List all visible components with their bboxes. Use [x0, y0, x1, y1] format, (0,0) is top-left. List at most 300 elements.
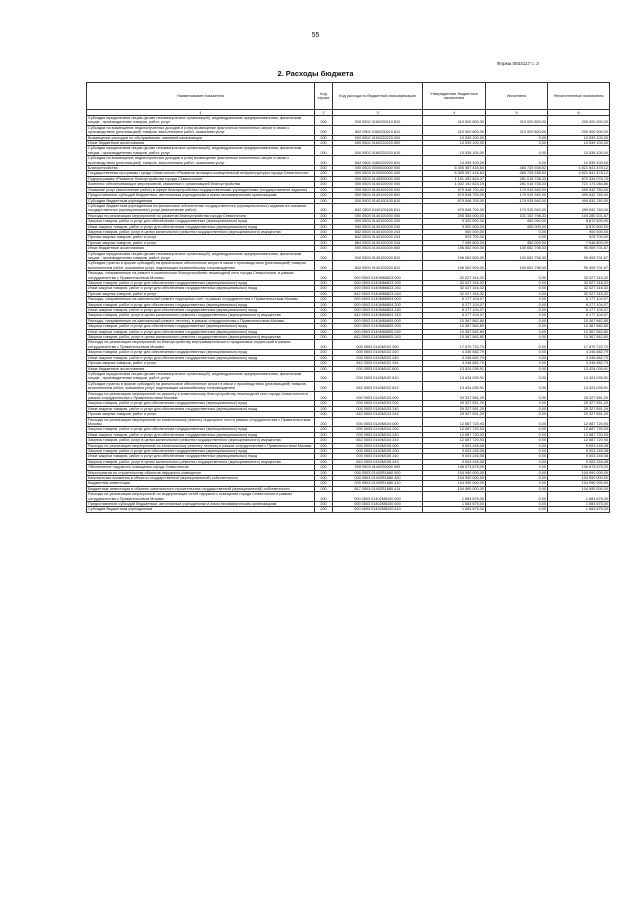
row-approved-amount: 32 027 316,32	[423, 291, 486, 296]
row-line-code: 200	[315, 465, 333, 470]
row-executed-amount: 0,00	[486, 470, 548, 475]
row-approved-amount: 6 177 104,07	[423, 308, 486, 313]
row-executed-amount: 0,00	[486, 454, 548, 459]
row-name: Расходы на реализацию мероприятий по развитию благоустройства города Севастополя	[87, 213, 315, 218]
table-row	[87, 381, 610, 391]
row-budget-code: 842 0503 0140M66804 243	[333, 313, 423, 318]
row-line-code: 200	[315, 417, 333, 427]
row-executed-amount: 281 018 738,33	[486, 176, 548, 181]
row-name: Закупка товаров, работ и услуг для обеспечения государственных (муниципальных) нужд	[87, 427, 315, 432]
row-name: Закупка товаров, работ, услуг в целях капитального ремонта государственного (муниципального) имущества	[87, 459, 315, 464]
row-name: Субсидии юридическим лицам (кроме некоммерческих организаций), индивидуальным предпринимателям, физическим лицам - производителям товаров, работ, услуг	[87, 116, 315, 126]
row-name: Бюджетные инвестиции	[87, 481, 315, 486]
row-approved-amount: 10 367 562,80	[423, 318, 486, 323]
row-executed-amount: 450 000,00	[486, 224, 548, 229]
row-name: Расходы, направленные на ремонт и комплексное благоустройство пешеходной сети города Севастополя, в рамках сотрудничества с Правительством Москвы	[87, 271, 315, 281]
table-row	[87, 203, 610, 213]
row-name: Комплекс обеспечивающих мероприятий, связанных с организацией благоустройства	[87, 182, 315, 187]
row-executed-amount: 450 000,00	[486, 240, 548, 245]
row-budget-code: 000 0503 0140M104 240	[333, 432, 423, 437]
row-remaining-amount: 4 246 682,79	[548, 355, 610, 360]
row-executed-amount: 0,00	[486, 302, 548, 307]
row-line-code: 200	[315, 198, 333, 203]
row-remaining-amount: 104 990 000,00	[548, 486, 610, 491]
row-approved-amount: 1 002 192 823,19	[423, 182, 486, 187]
row-budget-code: 000 0503 0140M66805 240	[333, 329, 423, 334]
row-approved-amount: 10 539 100,00	[423, 135, 486, 140]
row-budget-code: 842 0503 0140M102 812	[333, 381, 423, 391]
row-approved-amount: 12 687 720,93	[423, 427, 486, 432]
row-approved-amount: 4 246 682,79	[423, 361, 486, 366]
row-approved-amount: 12 687 720,93	[423, 438, 486, 443]
row-budget-code: 000 0503 0140M102 810	[333, 371, 423, 381]
row-executed-amount: 0,00	[486, 459, 548, 464]
row-name: Субсидии юридическим лицам (кроме некоммерческих организаций), индивидуальным предпринимателям, физическим лицам - производителям товаров, работ, услуг	[87, 251, 315, 261]
col-number: 2	[315, 110, 333, 116]
row-budget-code: 000 0503 0140100200 000	[333, 213, 423, 218]
row-approved-amount: 6 177 104,07	[423, 297, 486, 302]
row-line-code: 200	[315, 193, 333, 198]
row-line-code: 200	[315, 281, 333, 286]
row-line-code: 200	[315, 261, 333, 271]
row-remaining-amount: 721 174 084,86	[548, 182, 610, 187]
row-remaining-amount: 10 367 562,80	[548, 335, 610, 340]
row-budget-code: 000 0503 0140M66823 240	[333, 286, 423, 291]
row-approved-amount: 1 683 675,00	[423, 507, 486, 512]
row-executed-amount: 0,00	[486, 135, 548, 140]
table-header-row	[87, 83, 610, 110]
row-approved-amount: 7 496 800,00	[423, 240, 486, 245]
row-remaining-amount: 32 027 316,32	[548, 281, 610, 286]
row-budget-code: 864 0503 0140100200 244	[333, 240, 423, 245]
row-remaining-amount: 32 027 316,32	[548, 291, 610, 296]
row-line-code: 200	[315, 449, 333, 454]
row-line-code: 200	[315, 481, 333, 486]
row-name: Закупка товаров, работ и услуг для обеспечения государственных (муниципальных) нужд	[87, 449, 315, 454]
row-budget-code: 000 0502 0160220220 810	[333, 146, 423, 156]
row-remaining-amount: 29 327 551,29	[548, 412, 610, 417]
row-budget-code: 842 0503 0140M102 244	[333, 361, 423, 366]
row-name: Субсидии бюджетным учреждениям на финансовое обеспечение государственного (муниципального) задания на оказание государственных (муниципальных) услуг (выполнение работ)	[87, 203, 315, 213]
row-line-code: 200	[315, 507, 333, 512]
row-line-code: 200	[315, 141, 333, 146]
col-header-name: Наименование показателя	[87, 83, 315, 110]
row-budget-code: 000 0503 0140M103 200	[333, 401, 423, 406]
row-name: Субсидии бюджетным учреждениям	[87, 507, 315, 512]
col-header-remaining: Неисполненные назначения	[548, 83, 610, 110]
row-approved-amount: 205 383 000,00	[423, 213, 486, 218]
row-budget-code: 000 0503 0140M66804 000	[333, 297, 423, 302]
row-approved-amount: 106 673 675,00	[423, 465, 486, 470]
row-name: Субсидии на возмещение недополученных доходов и (или) возмещение фактически понесенных затрат в связи с производством (реализацией) товаров, выполнением работ, оказанием услуг	[87, 125, 315, 135]
row-budget-code: 000 0503 0140200000 000	[333, 465, 423, 470]
row-approved-amount: 13 424 039,91	[423, 381, 486, 391]
row-budget-code: 000 0503 0140M103 240	[333, 406, 423, 411]
row-executed-amount: 100 652 798,33	[486, 261, 548, 271]
row-executed-amount: 0,00	[486, 297, 548, 302]
row-name: Возмещение расходов по обслуживанию ливневой канализации	[87, 135, 315, 140]
row-budget-code: 000 0503 0140000000 000	[333, 176, 423, 181]
row-remaining-amount: 9 003 245,08	[548, 449, 610, 454]
row-approved-amount: 10 367 562,80	[423, 329, 486, 334]
row-budget-code: 842 0503 0140100100 611	[333, 203, 423, 213]
row-name: Государственная программа города Севастополя «Развитие жилищно-коммунальной инфраструктуры города Севастополя»	[87, 171, 315, 176]
row-name: Обеспечение наружного освещения города Севастополя	[87, 465, 315, 470]
row-remaining-amount: 12 687 720,93	[548, 432, 610, 437]
row-remaining-amount: 900 000,00	[548, 229, 610, 234]
row-name: Предоставление субсидий бюджетным, автономным учреждениям и иным некоммерческим организациям	[87, 502, 315, 507]
row-remaining-amount: 12 687 720,93	[548, 417, 610, 427]
row-line-code: 200	[315, 302, 333, 307]
row-executed-amount: 0,00	[486, 443, 548, 448]
row-name: Закупка товаров, работ и услуг для обеспечения государственных (муниципальных) нужд	[87, 324, 315, 329]
row-budget-code: 000 0503 0140M105 000	[333, 443, 423, 448]
row-executed-amount: 0,00	[486, 281, 548, 286]
row-line-code: 200	[315, 340, 333, 350]
row-remaining-amount: 104 280 201,67	[548, 213, 610, 218]
row-budget-code: 000 0503 0140100200 800	[333, 246, 423, 251]
row-approved-amount: 9 003 245,08	[423, 454, 486, 459]
row-executed-amount: 0,00	[486, 492, 548, 502]
row-line-code: 200	[315, 361, 333, 366]
row-remaining-amount: 870 434 076,74	[548, 176, 610, 181]
row-remaining-amount: 10 539 100,00	[548, 135, 610, 140]
row-executed-amount: 0,00	[486, 486, 548, 491]
row-approved-amount: 29 327 551,29	[423, 401, 486, 406]
row-remaining-amount: 17 670 722,70	[548, 340, 610, 350]
table-row	[87, 391, 610, 401]
row-executed-amount: 0,00	[486, 156, 548, 166]
col-header-executed: Исполнено	[486, 83, 548, 110]
row-approved-amount: 13 424 039,91	[423, 371, 486, 381]
row-budget-code: 000 0503 0140M102 800	[333, 366, 423, 371]
row-remaining-amount: 6 177 104,07	[548, 313, 610, 318]
row-budget-code: 842 0503 0140M104 243	[333, 438, 423, 443]
row-remaining-amount: 13 424 039,91	[548, 366, 610, 371]
row-approved-amount: 9 003 245,08	[423, 443, 486, 448]
row-approved-amount: 900 000,00	[423, 229, 486, 234]
row-approved-amount: 9 320 500,00	[423, 219, 486, 224]
row-executed-amount: 179 915 940,00	[486, 203, 548, 213]
row-executed-amount: 179 915 940,00	[486, 193, 548, 198]
row-line-code: 200	[315, 313, 333, 318]
row-remaining-amount: 7 046 800,00	[548, 240, 610, 245]
row-remaining-amount: 32 027 316,32	[548, 271, 610, 281]
row-approved-amount: 679 548 700,00	[423, 203, 486, 213]
row-name: Мероприятия по строительству объектов наружного освещения	[87, 470, 315, 475]
row-name: Закупка товаров, работ и услуг для обеспечения государственных (муниципальных) нужд	[87, 302, 315, 307]
row-budget-code: 000 0503 0140M66805 000	[333, 318, 423, 323]
row-line-code: 200	[315, 454, 333, 459]
row-budget-code: 842 0503 0140100200 244	[333, 235, 423, 240]
row-budget-code: 000 0502 0160220220 000	[333, 135, 423, 140]
row-line-code: 200	[315, 335, 333, 340]
row-approved-amount: 32 027 316,32	[423, 271, 486, 281]
row-budget-code: 000 0503 0100000000 000	[333, 171, 423, 176]
row-name: Иные закупки товаров, работ и услуг для обеспечения государственных (муниципальных) нужд	[87, 355, 315, 360]
row-budget-code: 842 0503 0140M103 244	[333, 412, 423, 417]
row-line-code: 200	[315, 182, 333, 187]
row-name: Иные закупки товаров, работ и услуг для обеспечения государственных (муниципальных) нужд	[87, 406, 315, 411]
row-remaining-amount: 10 539 100,00	[548, 141, 610, 146]
row-executed-amount: 0,00	[486, 141, 548, 146]
row-remaining-amount: 8 870 500,00	[548, 224, 610, 229]
row-budget-code: 000 0503 0140M102 200	[333, 350, 423, 355]
row-remaining-amount: 6 177 104,07	[548, 297, 610, 302]
row-remaining-amount: 12 687 720,93	[548, 438, 610, 443]
row-executed-amount: 0,00	[486, 502, 548, 507]
table-row	[87, 156, 610, 166]
row-name: Субсидии (гранты в форме субсидий) на финансовое обеспечение затрат в связи с производством (реализацией) товаров, выполнением работ, оказанием услуг, подлежащие казначейскому сопровождению	[87, 261, 315, 271]
row-budget-code: 000 0503 0140M66804 240	[333, 308, 423, 313]
row-line-code: 200	[315, 246, 333, 251]
row-line-code: 200	[315, 443, 333, 448]
row-budget-code: 000 0503 01402M8100 610	[333, 507, 423, 512]
row-budget-code: 000 0503 0000000000 000	[333, 166, 423, 171]
row-remaining-amount: 29 327 551,29	[548, 406, 610, 411]
row-budget-code: 000 0503 0140M66805 200	[333, 324, 423, 329]
col-number: 3	[333, 110, 423, 116]
row-budget-code: 000 0503 0140M104 200	[333, 427, 423, 432]
row-line-code: 200	[315, 438, 333, 443]
row-approved-amount: 6 177 104,07	[423, 313, 486, 318]
row-line-code: 200	[315, 412, 333, 417]
row-line-code: 200	[315, 470, 333, 475]
col-number: 4	[423, 110, 486, 116]
row-budget-code: 842 0502 0160200210 811	[333, 125, 423, 135]
row-executed-amount: 210 920 800,00	[486, 125, 548, 135]
row-remaining-amount: 4 246 682,79	[548, 350, 610, 355]
budget-expenses-table	[86, 82, 610, 513]
row-name: Расходы на реализацию мероприятий по благоустройству внутриквартальных и придомовых территорий в рамках сотрудничества с Правительством Москвы	[87, 340, 315, 350]
row-executed-amount: 0,00	[486, 318, 548, 323]
row-executed-amount: 483 725 938,52	[486, 166, 548, 171]
row-budget-code: 842 0503 0140100200 243	[333, 229, 423, 234]
row-budget-code: 000 0503 01402R1680 000	[333, 470, 423, 475]
row-line-code: 200	[315, 324, 333, 329]
row-approved-amount: 10 367 562,80	[423, 324, 486, 329]
row-budget-code: 000 0503 0140100100 610	[333, 198, 423, 203]
row-approved-amount: 5 305 367 416,64	[423, 166, 486, 171]
row-line-code: 200	[315, 135, 333, 140]
row-line-code: 200	[315, 401, 333, 406]
row-remaining-amount: 1 683 675,00	[548, 507, 610, 512]
row-budget-code: 000 0503 0140100200 810	[333, 251, 423, 261]
row-remaining-amount: 499 632 760,00	[548, 198, 610, 203]
row-name: Субсидии юридическим лицам (кроме некоммерческих организаций), индивидуальным предпринимателям, физическим лицам - производителям товаров, работ, услуг	[87, 146, 315, 156]
row-budget-code: 842 0503 0140M66805 243	[333, 335, 423, 340]
row-approved-amount: 679 548 700,00	[423, 198, 486, 203]
row-executed-amount: 0,00	[486, 329, 548, 334]
row-name: Иные бюджетные ассигнования	[87, 366, 315, 371]
row-remaining-amount: 1 683 675,00	[548, 502, 610, 507]
row-approved-amount: 1 151 452 815,07	[423, 176, 486, 181]
row-approved-amount: 12 687 720,93	[423, 417, 486, 427]
table-row	[87, 251, 610, 261]
row-executed-amount: 0,00	[486, 229, 548, 234]
row-remaining-amount: 29 327 551,29	[548, 401, 610, 406]
row-name: Иные бюджетные ассигнования	[87, 141, 315, 146]
row-approved-amount: 10 367 562,80	[423, 335, 486, 340]
row-executed-amount: 0,00	[486, 412, 548, 417]
row-executed-amount: 0,00	[486, 361, 548, 366]
row-name: Подпрограмма «Развитие благоустройства города Севастополя»	[87, 176, 315, 181]
row-line-code: 200	[315, 391, 333, 401]
row-line-code: 200	[315, 156, 333, 166]
row-remaining-amount: 9 003 245,08	[548, 459, 610, 464]
row-executed-amount: 0,00	[486, 476, 548, 481]
row-budget-code: 000 0503 0140M105 240	[333, 454, 423, 459]
row-approved-amount: 679 548 700,00	[423, 187, 486, 192]
row-approved-amount: 32 027 316,32	[423, 286, 486, 291]
row-name: Иные закупки товаров, работ и услуг для обеспечения государственных (муниципальных) нужд	[87, 432, 315, 437]
row-line-code: 200	[315, 213, 333, 218]
row-remaining-amount: 6 177 104,07	[548, 302, 610, 307]
row-executed-amount: 210 920 800,00	[486, 116, 548, 126]
row-approved-amount: 196 062 500,00	[423, 251, 486, 261]
row-approved-amount: 1 683 675,00	[423, 492, 486, 502]
row-executed-amount: 0,00	[486, 401, 548, 406]
row-line-code: 200	[315, 291, 333, 296]
row-name: Прочая закупка товаров, работ и услуг	[87, 291, 315, 296]
row-budget-code: 000 0503 0140M103 000	[333, 391, 423, 401]
row-remaining-amount: 10 367 562,80	[548, 318, 610, 323]
row-name: Субсидии юридическим лицам (кроме некоммерческих организаций), индивидуальным предпринимателям, физическим лицам - производителям товаров, работ, услуг	[87, 371, 315, 381]
col-header-approved: Утвержденные бюджетные назначения	[423, 83, 486, 110]
row-approved-amount: 196 062 500,00	[423, 246, 486, 251]
row-executed-amount: 0,00	[486, 146, 548, 156]
page-number: 55	[311, 32, 320, 39]
row-approved-amount: 9 320 500,00	[423, 224, 486, 229]
row-name: Расходы, направленные на капитальный ремонт лестниц, в рамках сотрудничества с Правительством Москвы	[87, 318, 315, 323]
row-line-code: 200	[315, 318, 333, 323]
row-name: Закупка товаров, работ, услуг в целях капитального ремонта государственного (муниципального) имущества	[87, 335, 315, 340]
row-remaining-amount: 104 990 000,00	[548, 470, 610, 475]
row-remaining-amount: 200 000 000,00	[548, 116, 610, 126]
row-approved-amount: 410 920 800,00	[423, 116, 486, 126]
row-name: Предоставление субсидий бюджетным, автономным учреждениям и иным некоммерческим организациям	[87, 193, 315, 198]
row-approved-amount: 29 327 551,29	[423, 391, 486, 401]
row-budget-code: 000 0502 0160220220 800	[333, 141, 423, 146]
row-line-code: 200	[315, 427, 333, 432]
row-executed-amount: 0,00	[486, 381, 548, 391]
row-line-code: 200	[315, 251, 333, 261]
row-budget-code: 000 0503 0140100200 200	[333, 219, 423, 224]
form-code: Форма 0503117 с. 2	[497, 61, 539, 66]
row-approved-amount: 104 990 000,00	[423, 481, 486, 486]
row-line-code: 200	[315, 308, 333, 313]
row-name: Расходы на реализацию мероприятий по капитальному ремонту подпорных стен в рамках сотрудничества с Правительством Москвы	[87, 417, 315, 427]
row-remaining-amount: 1 683 675,00	[548, 492, 610, 502]
row-name: Закупка товаров, работ, услуг в целях капитального ремонта государственного (муниципального) имущества	[87, 229, 315, 234]
row-line-code: 200	[315, 166, 333, 171]
row-remaining-amount: 10 539 100,00	[548, 146, 610, 156]
row-executed-amount: 0,00	[486, 286, 548, 291]
row-line-code: 200	[315, 146, 333, 156]
row-budget-code: 000 0503 0140100200 240	[333, 224, 423, 229]
row-name: Закупка товаров, работ, услуг в целях капитального ремонта государственного (муниципального) имущества	[87, 438, 315, 443]
row-budget-code: 000 0503 01402R1680 400	[333, 476, 423, 481]
row-executed-amount: 0,00	[486, 313, 548, 318]
row-remaining-amount: 4 821 641 478,12	[548, 171, 610, 176]
row-budget-code: 000 0503 0140M102 240	[333, 355, 423, 360]
row-approved-amount: 923 700,00	[423, 235, 486, 240]
row-executed-amount: 0,00	[486, 417, 548, 427]
row-name: Оказание услуг (выполнение работ) в сфере благоустройства государственными учреждениями (государственное задание)	[87, 187, 315, 192]
row-approved-amount: 17 670 722,70	[423, 340, 486, 350]
row-executed-amount: 100 652 798,33	[486, 251, 548, 261]
row-line-code: 200	[315, 350, 333, 355]
row-executed-amount: 0,00	[486, 324, 548, 329]
col-number: 1	[87, 110, 315, 116]
row-approved-amount: 104 990 000,00	[423, 476, 486, 481]
row-approved-amount: 410 920 800,00	[423, 125, 486, 135]
row-remaining-amount: 13 424 039,91	[548, 381, 610, 391]
row-remaining-amount: 95 409 701,67	[548, 261, 610, 271]
row-name: Расходы на реализацию мероприятий по модернизации сетей наружного освещения города Севастополя в рамках сотрудничества с Правительством Москвы	[87, 492, 315, 502]
col-header-code: Код расхода по бюджетной классификации	[333, 83, 423, 110]
row-name: Прочая закупка товаров, работ и услуг	[87, 412, 315, 417]
row-line-code: 200	[315, 476, 333, 481]
row-executed-amount: 0,00	[486, 355, 548, 360]
row-remaining-amount: 104 990 000,00	[548, 481, 610, 486]
row-budget-code: 000 0503 0140M66823 200	[333, 281, 423, 286]
row-executed-amount: 0,00	[486, 291, 548, 296]
table-row	[87, 340, 610, 350]
row-name: Субсидии бюджетным учреждениям	[87, 198, 315, 203]
row-executed-amount: 0,00	[486, 507, 548, 512]
row-line-code: 200	[315, 125, 333, 135]
row-approved-amount: 32 027 316,32	[423, 281, 486, 286]
row-executed-amount: 0,00	[486, 438, 548, 443]
table-row	[87, 125, 610, 135]
row-remaining-amount: 9 003 245,08	[548, 454, 610, 459]
row-approved-amount: 4 246 682,79	[423, 350, 486, 355]
row-approved-amount: 10 539 100,00	[423, 146, 486, 156]
row-executed-amount: 101 102 798,33	[486, 213, 548, 218]
row-name: Прочая закупка товаров, работ и услуг	[87, 235, 315, 240]
row-line-code: 200	[315, 219, 333, 224]
table-row	[87, 507, 610, 512]
row-budget-code: 842 0502 0160220220 811	[333, 156, 423, 166]
row-remaining-amount: 32 027 316,32	[548, 286, 610, 291]
row-line-code: 200	[315, 229, 333, 234]
row-remaining-amount: 4 246 682,79	[548, 361, 610, 366]
row-approved-amount: 29 327 551,29	[423, 406, 486, 411]
table-body	[87, 116, 610, 513]
row-name: Капитальные вложения в объекты государственной (муниципальной) собственности	[87, 476, 315, 481]
row-executed-amount: 0,00	[486, 406, 548, 411]
row-executed-amount: 100 652 798,33	[486, 246, 548, 251]
row-executed-amount: 0,00	[486, 465, 548, 470]
row-executed-amount: 0,00	[486, 371, 548, 381]
row-executed-amount: 281 018 738,33	[486, 182, 548, 187]
row-remaining-amount: 9 003 245,08	[548, 443, 610, 448]
row-remaining-amount: 104 990 000,00	[548, 476, 610, 481]
row-budget-code: 000 0503 0140M105 200	[333, 449, 423, 454]
table-row	[87, 417, 610, 427]
row-name: Закупка товаров, работ и услуг для обеспечения государственных (муниципальных) нужд	[87, 219, 315, 224]
row-executed-amount: 0,00	[486, 427, 548, 432]
section-title: 2. Расходы бюджета	[277, 69, 354, 78]
col-number: 5	[486, 110, 548, 116]
row-budget-code: 000 0503 0140M66804 200	[333, 302, 423, 307]
row-name: Субсидии на возмещение недополученных доходов и (или) возмещение фактически понесенных затрат в связи с производством (реализацией) товаров, выполнением работ, оказанием услуг	[87, 156, 315, 166]
row-approved-amount: 679 548 700,00	[423, 193, 486, 198]
row-remaining-amount: 95 409 701,67	[548, 246, 610, 251]
row-approved-amount: 104 990 000,00	[423, 470, 486, 475]
table-row	[87, 271, 610, 281]
